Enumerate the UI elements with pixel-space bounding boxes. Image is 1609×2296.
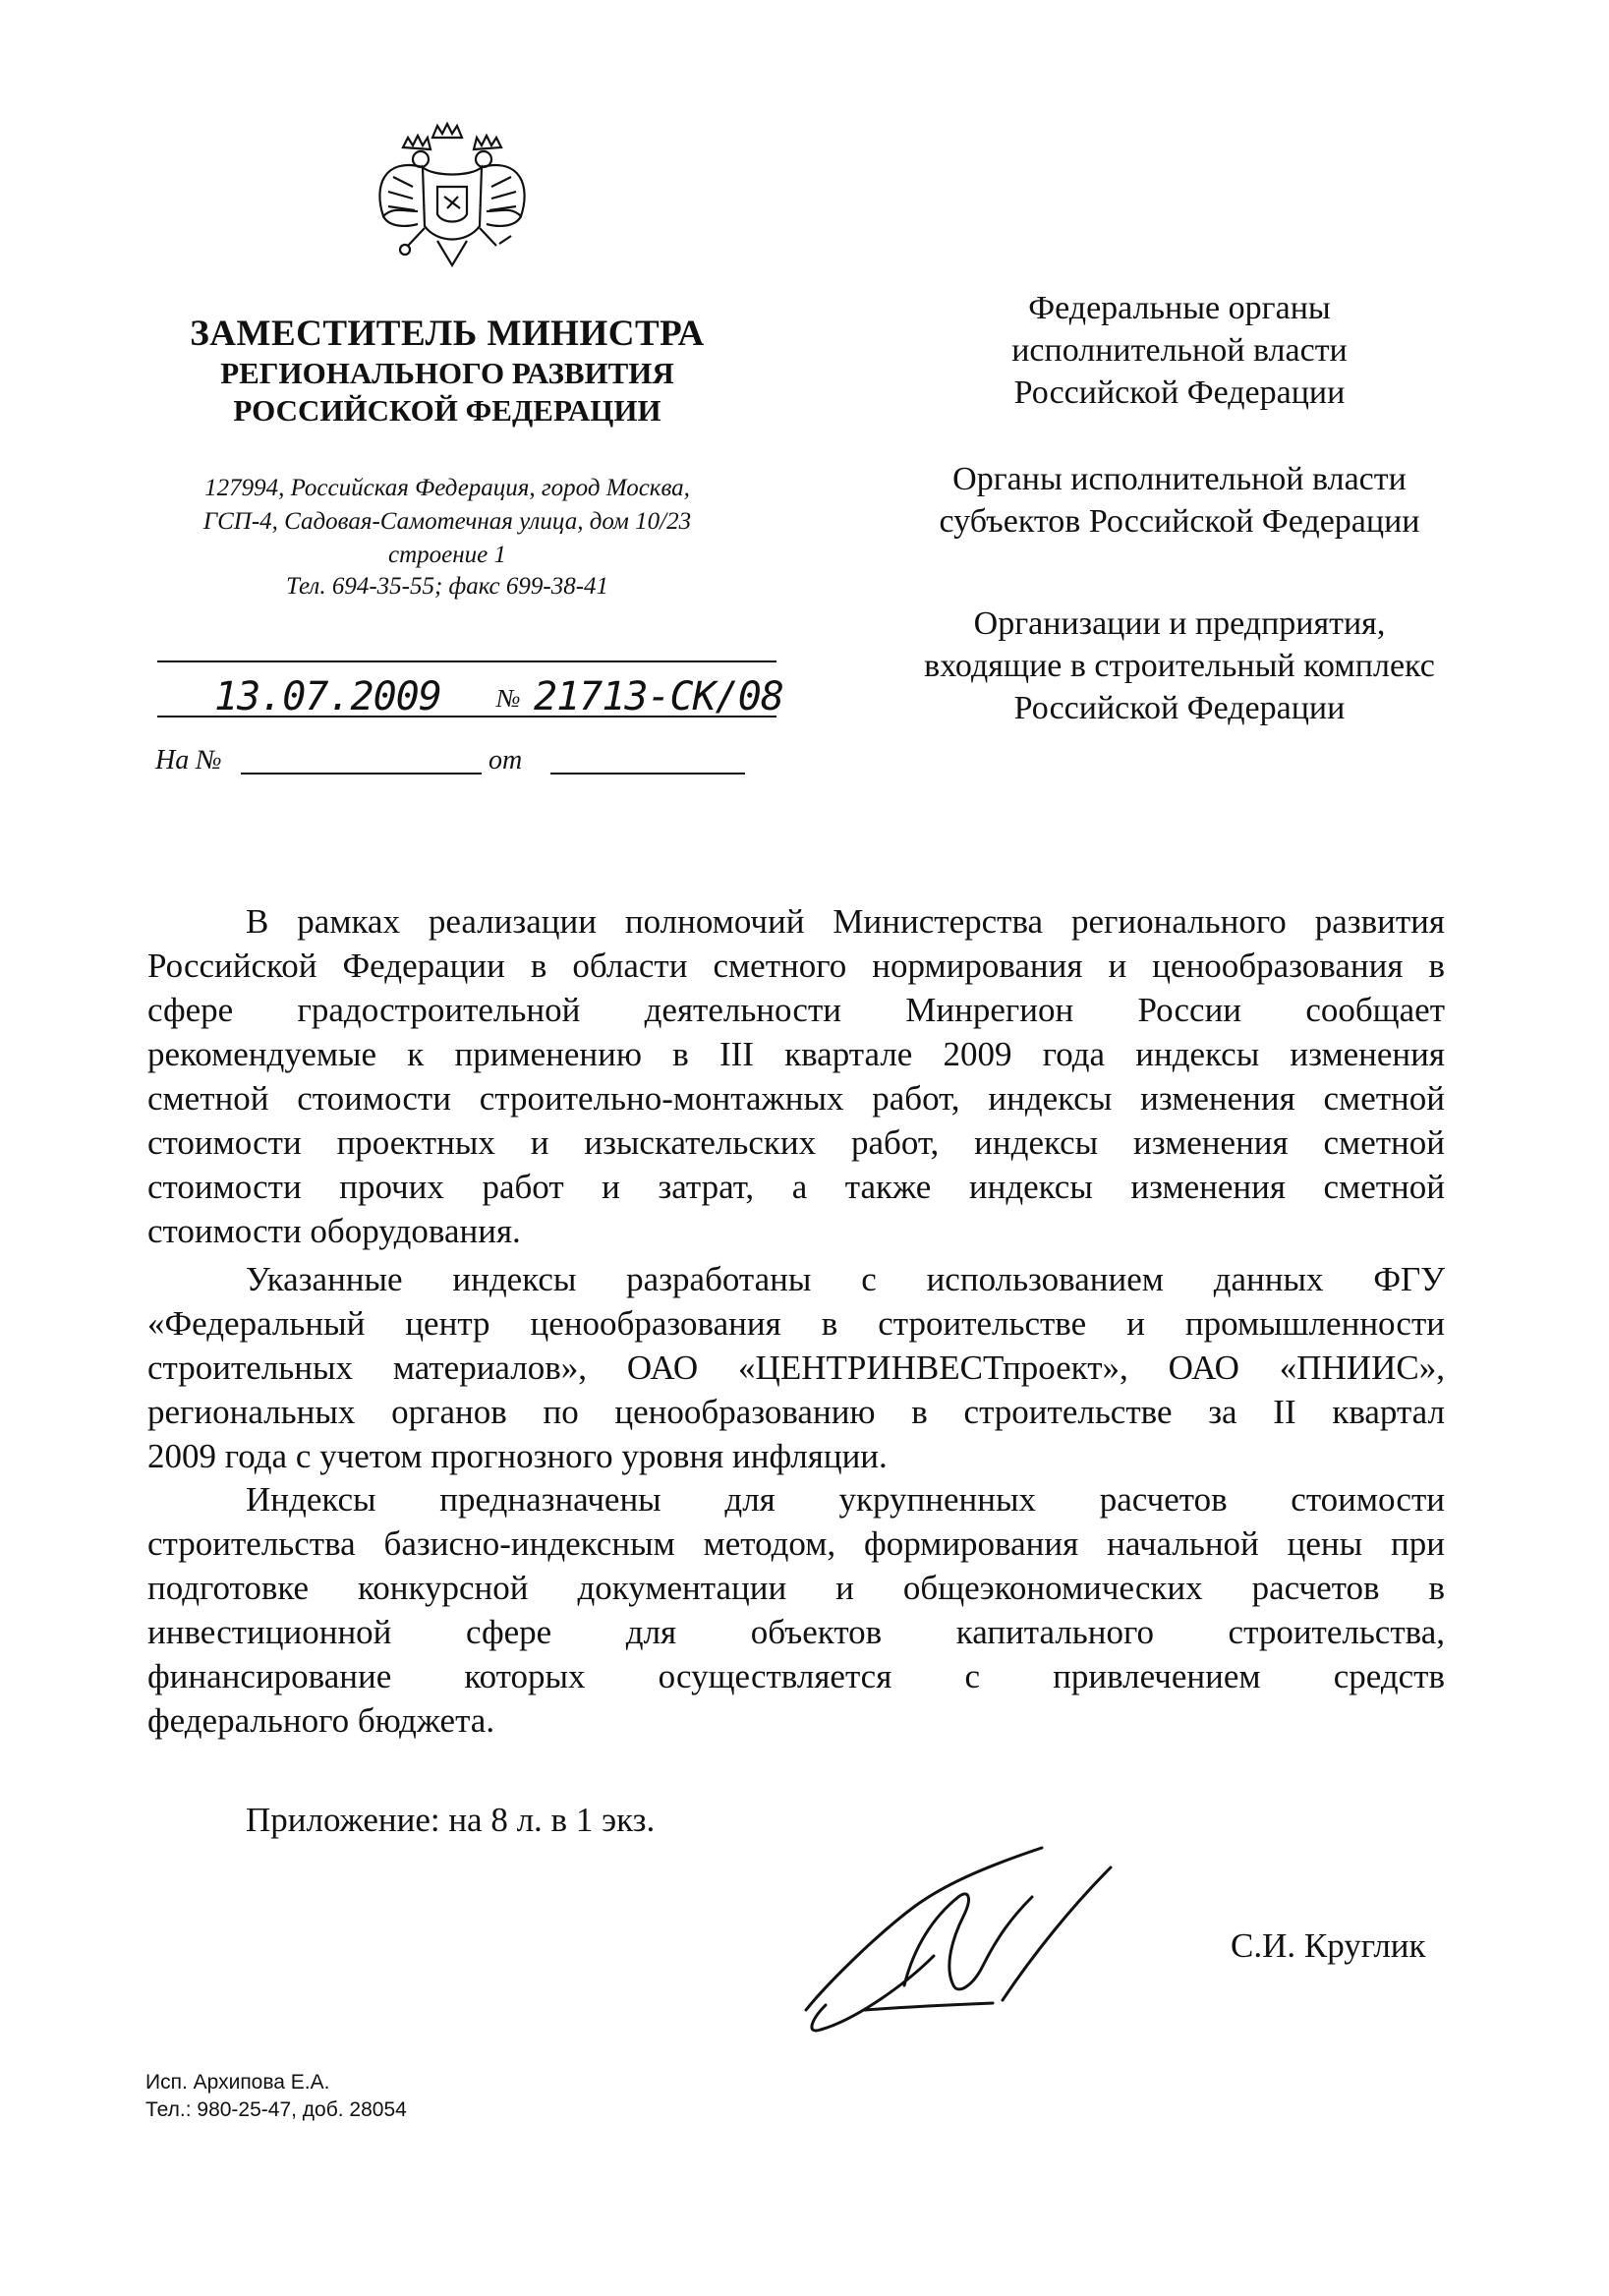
- body-paragraph-3: [147, 1477, 1445, 1743]
- executor-name: Исп. Архипова Е.А.: [145, 2071, 330, 2094]
- addressee-line: Федеральные органы: [1028, 290, 1331, 326]
- reference-number-blank: [241, 773, 482, 775]
- ministry-title-line3: РОССИЙСКОЙ ФЕДЕРАЦИИ: [233, 393, 661, 428]
- paragraph-line: федерального бюджета.: [147, 1701, 495, 1740]
- address-line2: ГСП-4, Садовая-Самотечная улица, дом 10/23: [202, 508, 692, 535]
- addressee-line: исполнительной власти: [1011, 332, 1348, 369]
- reference-date-label: от: [488, 745, 523, 775]
- signatory-name: С.И. Круглик: [1231, 1926, 1426, 1965]
- paragraph-line: Индексы предназначены для укрупненных расчетов стоимости: [246, 1480, 1445, 1519]
- paragraph-line: инвестиционной сфере для объектов капитального строительства,: [147, 1613, 1445, 1651]
- address-line1: 127994, Российская Федерация, город Москва,: [204, 475, 690, 501]
- addressee-line: субъектов Российской Федерации: [939, 503, 1420, 540]
- divider: [157, 660, 776, 662]
- addressee-line: Органы исполнительной власти: [952, 461, 1407, 497]
- paragraph-line: стоимости оборудования.: [147, 1212, 521, 1250]
- ministry-title-line1: ЗАМЕСТИТЕЛЬ МИНИСТРА: [190, 314, 705, 354]
- appendix-note: Приложение: на 8 л. в 1 экз.: [246, 1801, 656, 1839]
- registration-number-label: №: [496, 684, 521, 713]
- paragraph-line: стоимости проектных и изыскательских работ, индексы изменения сметной: [147, 1123, 1445, 1162]
- ministry-title-line2: РЕГИОНАЛЬНОГО РАЗВИТИЯ: [220, 356, 674, 390]
- paragraph-line: сметной стоимости строительно-монтажных работ, индексы изменения сметной: [147, 1079, 1445, 1118]
- coat-of-arms-icon: [364, 118, 541, 275]
- paragraph-line: строительных материалов», ОАО «ЦЕНТРИНВЕСТпроект», ОАО «ПНИИС»,: [147, 1349, 1445, 1387]
- executor-phone: Тел.: 980-25-47, доб. 28054: [145, 2098, 407, 2121]
- paragraph-line: рекомендуемые к применению в III квартале 2009 года индексы изменения: [147, 1035, 1445, 1073]
- addressee-line: входящие в строительный комплекс: [924, 648, 1435, 684]
- executor-info: [145, 2069, 407, 2124]
- paragraph-line: «Федеральный центр ценообразования в строительстве и промышленности: [147, 1304, 1445, 1343]
- body-paragraph-1: [147, 899, 1445, 1253]
- addressee-regional: [845, 458, 1514, 543]
- registration-date: 13.07.2009: [214, 674, 441, 719]
- paragraph-line: региональных органов по ценообразованию в строительстве за II квартал: [147, 1393, 1445, 1431]
- paragraph-line: 2009 года с учетом прогнозного уровня инфляции.: [147, 1437, 888, 1475]
- address-line3: строение 1: [388, 542, 506, 568]
- paragraph-line: строительства базисно-индексным методом, формирования начальной цены при: [147, 1524, 1445, 1563]
- paragraph-line: сфере градостроительной деятельности Минрегион России сообщает: [147, 991, 1445, 1029]
- reference-number-label: На №: [155, 745, 222, 775]
- addressee-federal: [845, 287, 1514, 414]
- paragraph-line: Указанные индексы разработаны с использованием данных ФГУ: [246, 1260, 1445, 1298]
- paragraph-line: Российской Федерации в области сметного нормирования и ценообразования в: [147, 947, 1445, 985]
- paragraph-line: стоимости прочих работ и затрат, а также индексы изменения сметной: [147, 1168, 1445, 1206]
- signature-icon: [786, 1838, 1121, 2035]
- divider: [157, 716, 776, 718]
- addressee-line: Российской Федерации: [1013, 690, 1346, 726]
- addressee-line: Организации и предприятия,: [973, 605, 1386, 642]
- addressee-line: Российской Федерации: [1013, 374, 1346, 411]
- addressee-organizations: [845, 603, 1514, 729]
- paragraph-line: подготовке конкурсной документации и общеэкономических расчетов в: [147, 1569, 1445, 1607]
- paragraph-line: финансирование которых осуществляется с привлечением средств: [147, 1657, 1445, 1695]
- registration-number: 21713-СК/08: [534, 674, 783, 719]
- phone-fax-line: Тел. 694-35-55; факс 699-38-41: [285, 573, 609, 600]
- body-paragraph-2: [147, 1257, 1445, 1478]
- paragraph-line: В рамках реализации полномочий Министерства регионального развития: [246, 902, 1445, 941]
- reference-date-blank: [550, 773, 745, 775]
